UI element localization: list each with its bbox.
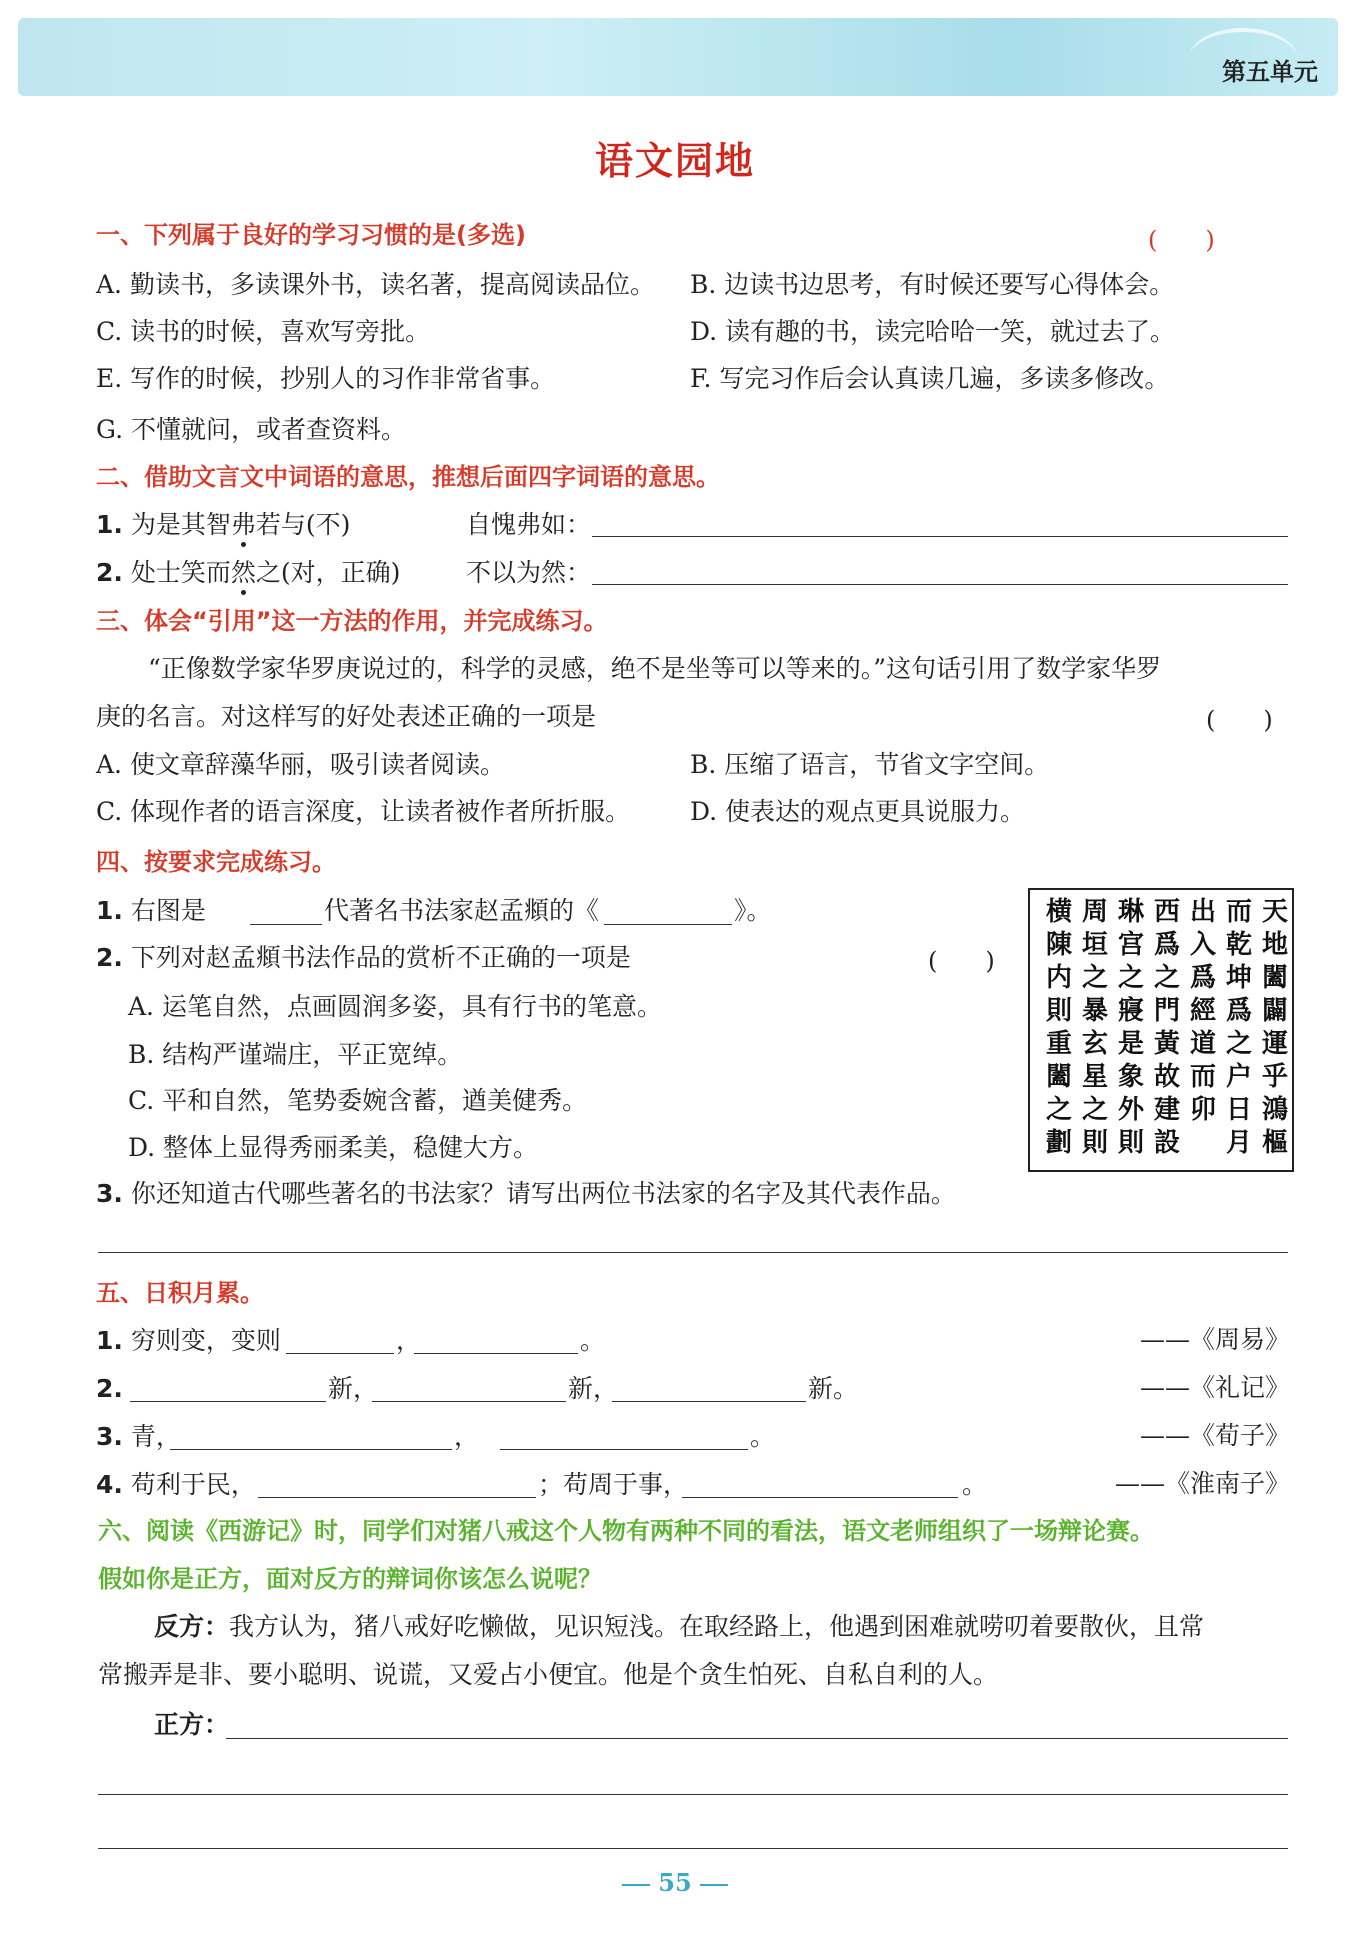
- s5-q2-number: 2.: [96, 1374, 123, 1403]
- calligraphy-column: 横陳内則重闔之劃: [1045, 897, 1072, 1158]
- s5-q4-number: 4.: [96, 1470, 123, 1499]
- s4-q3-answer-line[interactable]: [98, 1252, 1288, 1253]
- s6-fan-line-2: 常搬弄是非、要小聪明、说谎，又爱占小便宜。他是个贪生怕死、自私自利的人。: [98, 1660, 999, 1689]
- s5-q2-text-a: 新，: [328, 1374, 379, 1403]
- s4-q3-text: 你还知道古代哪些著名的书法家？请写出两位书法家的名字及其代表作品。: [130, 1179, 956, 1208]
- calligraphy-column: 西爲之門黃故建設: [1153, 897, 1180, 1158]
- section-6-heading-line-2: 假如你是正方，面对反方的辩词你该怎么说呢？: [98, 1565, 602, 1593]
- option-4c: C. 平和自然，笔势委婉含蓄，遒美健秀。: [128, 1086, 588, 1115]
- s2-q2-text-b: 之(对，正确): [255, 558, 401, 587]
- calligraphy-column: 天地闔闢運乎鴻樞: [1261, 897, 1288, 1158]
- calligraphy-image: [1028, 888, 1294, 1172]
- s4-q1-text-c: 》。: [734, 896, 772, 925]
- header-banner: [18, 18, 1338, 96]
- s2-q1-dotted-char: 弗: [230, 510, 256, 539]
- section-1-answer-paren[interactable]: ( ): [1148, 226, 1215, 254]
- page-title: 语文园地: [594, 139, 755, 183]
- s4-q1-text-a: 右图是: [130, 896, 206, 925]
- option-1a: A. 勤读书，多读课外书，读名著，提高阅读品位。: [96, 270, 655, 299]
- s5-q4-source: ——《淮南子》: [1114, 1469, 1290, 1498]
- s5-q1-comma: ，: [396, 1326, 422, 1355]
- calligraphy-column: 琳宫之寢是象外則: [1117, 897, 1144, 1158]
- s5-q1-blank-1[interactable]: [286, 1353, 394, 1354]
- s4-q2-text: 下列对赵孟頫书法作品的赏析不正确的一项是: [130, 943, 631, 972]
- s4-q1-blank-2[interactable]: [604, 924, 732, 925]
- s2-q2-answer-line[interactable]: [592, 584, 1288, 585]
- option-1f: F. 写完习作后会认真读几遍，多读多修改。: [690, 364, 1170, 393]
- option-4b: B. 结构严谨端庄，平正宽绰。: [128, 1040, 463, 1069]
- calligraphy-column: 周垣之暴玄星之則: [1081, 897, 1108, 1158]
- s5-q4-blank-1[interactable]: [258, 1497, 536, 1498]
- option-3c: C. 体现作者的语言深度，让读者被作者所折服。: [96, 797, 631, 826]
- s5-q2-text-c: 新。: [808, 1374, 859, 1403]
- s2-q1-text-b: 若与(不): [255, 510, 351, 539]
- s2-q1-number: 1.: [96, 510, 123, 539]
- s5-q1-number: 1.: [96, 1326, 123, 1355]
- s6-zheng-label: 正方：: [154, 1710, 230, 1739]
- option-4d: D. 整体上显得秀丽柔美，稳健大方。: [128, 1133, 539, 1162]
- s2-q1-answer-line[interactable]: [592, 536, 1288, 537]
- s5-q4-blank-2[interactable]: [682, 1497, 958, 1498]
- option-4a: A. 运笔自然，点画圆润多姿，具有行书的笔意。: [128, 992, 662, 1021]
- s5-q2-text-b: 新，: [568, 1374, 619, 1403]
- section-4-heading: 四、按要求完成练习。: [96, 848, 336, 876]
- s5-q3-number: 3.: [96, 1422, 123, 1451]
- s6-fan-line-1: [154, 1610, 1290, 1644]
- option-1d: D. 读有趣的书，读完哈哈一笑，就过去了。: [690, 317, 1176, 346]
- calligraphy-column: 而乾坤爲之户日月: [1225, 897, 1252, 1158]
- s4-q1-text-b: 代著名书法家赵孟頫的《: [324, 896, 600, 925]
- s5-q3-source: ——《荀子》: [1139, 1421, 1290, 1450]
- section-6-heading-line-1: 六、阅读《西游记》时，同学们对猪八戒这个人物有两种不同的看法，语文老师组织了一场辩论赛。: [98, 1517, 1154, 1545]
- section-2-heading: 二、借助文言文中词语的意思，推想后面四字词语的意思。: [96, 463, 720, 491]
- s6-answer-line-1[interactable]: [226, 1738, 1288, 1739]
- s5-q2-blank-2[interactable]: [372, 1401, 566, 1402]
- s6-answer-line-3[interactable]: [98, 1848, 1288, 1849]
- s2-q2-dotted-char: 然: [230, 558, 256, 587]
- s4-q1-blank-1[interactable]: [250, 924, 322, 925]
- s2-q2-term: 不以为然：: [466, 558, 592, 587]
- option-1b: B. 边读书边思考，有时候还要写心得体会。: [690, 270, 1175, 299]
- s4-q1-number: 1.: [96, 896, 123, 925]
- section-3-heading: 三、体会“引用”这一方法的作用，并完成练习。: [96, 607, 608, 635]
- option-3a: A. 使文章辞藻华丽，吸引读者阅读。: [96, 750, 505, 779]
- section-1-heading: 一、下列属于良好的学习习惯的是(多选): [96, 221, 526, 249]
- s3-paragraph-line-1: “正像数学家华罗庚说过的，科学的灵感，绝不是坐等可以等来的。”这句话引用了数学家华罗: [148, 654, 1162, 683]
- s5-q1-text-a: 穷则变，变则: [130, 1326, 281, 1355]
- s5-q3-blank-2[interactable]: [500, 1449, 748, 1450]
- s2-q1-text-a: 为是其智: [130, 510, 231, 539]
- s5-q4-text-a: 苟利于民，: [130, 1470, 256, 1499]
- s5-q1-period: 。: [580, 1326, 606, 1355]
- s2-q1-term: 自愧弗如：: [466, 510, 592, 539]
- option-1e: E. 写作的时候，抄别人的习作非常省事。: [96, 364, 556, 393]
- s6-fan-text-1: 我方认为，猪八戒好吃懒做，见识短浅。在取经路上，他遇到困难就唠叨着要散伙，且常: [229, 1612, 1205, 1641]
- s6-answer-line-2[interactable]: [98, 1794, 1288, 1795]
- s5-q3-comma: ，: [454, 1422, 480, 1451]
- s5-q3-period: 。: [750, 1422, 776, 1451]
- s3-answer-paren[interactable]: ( ): [1206, 706, 1273, 734]
- s3-paragraph-line-2: 庚的名言。对这样写的好处表述正确的一项是: [96, 702, 597, 731]
- s4-q3: [96, 1177, 1290, 1211]
- s5-q3-blank-1[interactable]: [170, 1449, 452, 1450]
- s4-q3-number: 3.: [96, 1179, 123, 1208]
- s2-q2-number: 2.: [96, 558, 123, 587]
- s5-q3-text-a: 青，: [130, 1422, 181, 1451]
- s5-q1-blank-2[interactable]: [414, 1353, 578, 1354]
- s5-q4-text-b: ；苟周于事，: [538, 1470, 689, 1499]
- s5-q2-blank-1[interactable]: [130, 1401, 326, 1402]
- option-1g: G. 不懂就问，或者查资料。: [96, 415, 406, 444]
- s6-fan-label: 反方：: [154, 1612, 230, 1641]
- page-number: 55: [0, 1868, 1350, 1897]
- s2-q2-text-a: 处士笑而: [130, 558, 231, 587]
- s5-q1-source: ——《周易》: [1139, 1325, 1290, 1354]
- s5-q2-source: ——《礼记》: [1139, 1373, 1290, 1402]
- s5-q2-blank-3[interactable]: [612, 1401, 806, 1402]
- unit-label: 第五单元: [1222, 58, 1318, 86]
- section-5-heading: 五、日积月累。: [96, 1279, 264, 1307]
- option-3b: B. 压缩了语言，节省文字空间。: [690, 750, 1050, 779]
- s4-q2-number: 2.: [96, 943, 123, 972]
- s5-q4-period: 。: [962, 1470, 988, 1499]
- s4-q2-answer-paren[interactable]: ( ): [928, 947, 995, 975]
- option-3d: D. 使表达的观点更具说服力。: [690, 797, 1026, 826]
- calligraphy-column: 出入爲經道而卯: [1189, 897, 1216, 1125]
- option-1c: C. 读书的时候，喜欢写旁批。: [96, 317, 431, 346]
